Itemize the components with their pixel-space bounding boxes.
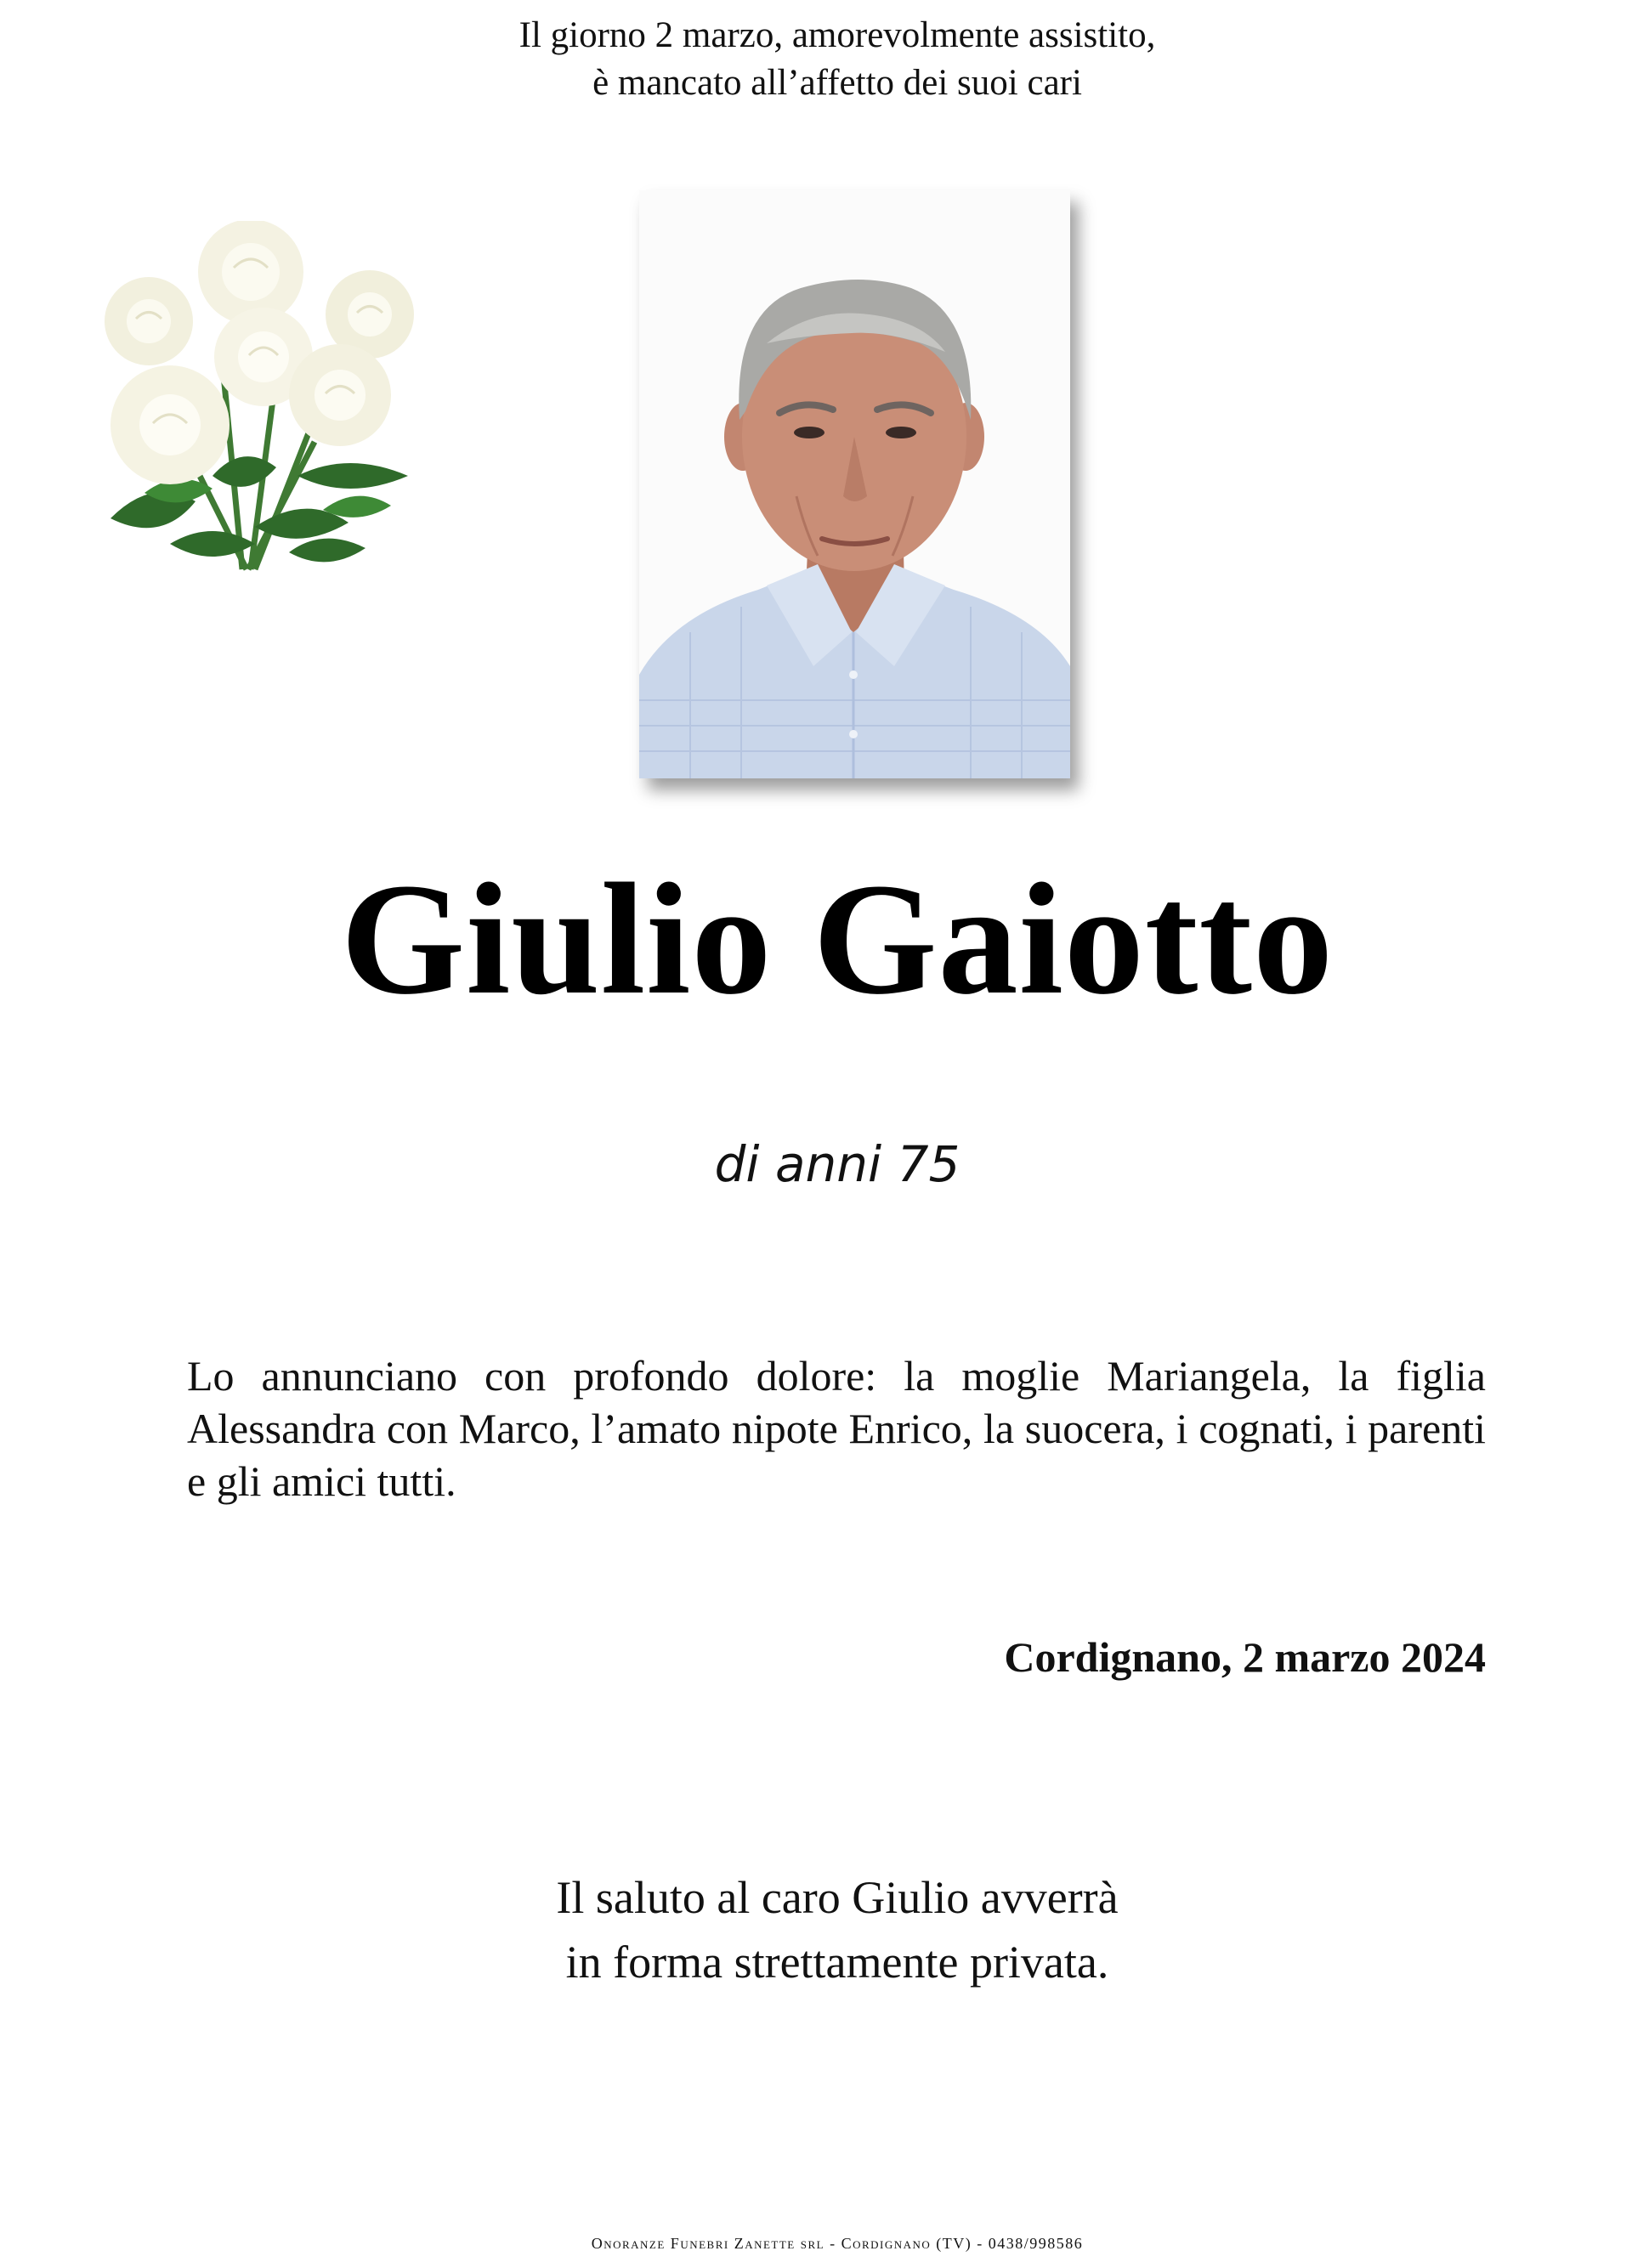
portrait-photo [639, 190, 1070, 778]
intro-line-2: è mancato all’affetto dei suoi cari [592, 63, 1082, 103]
farewell-text [0, 1865, 1632, 1994]
deceased-name: Giulio Gaiotto [340, 850, 1334, 1027]
age-text: di anni 75 [714, 1135, 960, 1193]
intro-line-1: Il giorno 2 marzo, amorevolmente assistito, [518, 15, 1156, 55]
announcement-paragraph: Lo annunciano con profondo dolore: la moglie Mariangela, la figlia Alessandra con Marco, l’amato nipote Enrico, la suocera, i cognati, i parenti e gli amici tutti. [187, 1352, 1486, 1505]
white-roses-image [94, 221, 434, 578]
farewell-line-2: in forma strettamente privata. [565, 1937, 1109, 1988]
funeral-home-footer: Onoranze Funebri Zanette srl - Cordignano (TV) - 0438/998586 [591, 2235, 1084, 2252]
intro-text [0, 12, 1632, 107]
farewell-line-1: Il saluto al caro Giulio avverrà [556, 1872, 1119, 1923]
place-and-date: Cordignano, 2 marzo 2024 [1004, 1633, 1486, 1681]
